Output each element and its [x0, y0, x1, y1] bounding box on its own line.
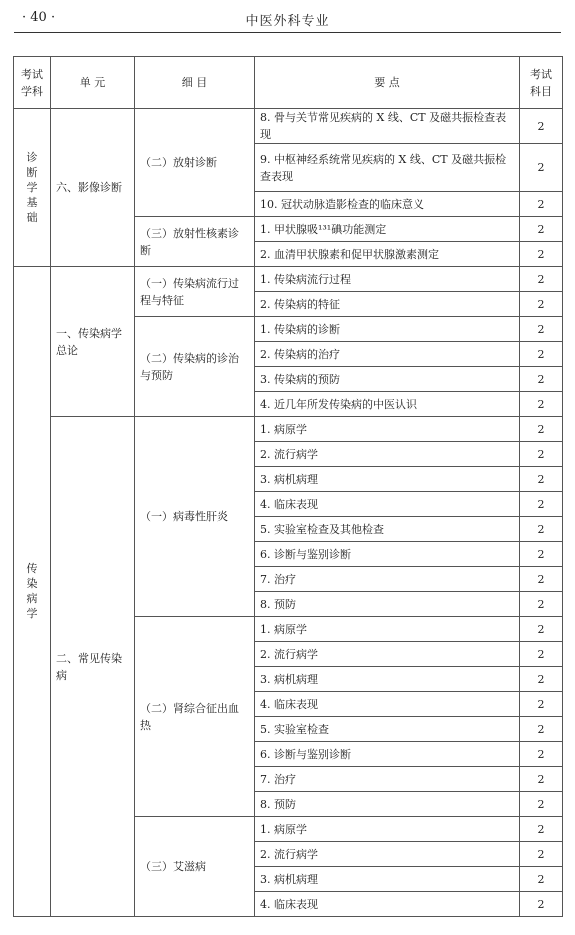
syllabus-table — [13, 56, 563, 917]
level-cell: 2 — [520, 342, 563, 367]
level-cell: 2 — [520, 667, 563, 692]
table-header-row — [14, 57, 563, 109]
level-cell: 2 — [520, 867, 563, 892]
point-cell: 9. 中枢神经系统常见疾病的 X 线、CT 及磁共振检查表现 — [255, 144, 520, 192]
point-cell: 7. 治疗 — [255, 767, 520, 792]
level-cell: 2 — [520, 217, 563, 242]
point-cell: 1. 传染病的诊断 — [255, 317, 520, 342]
level-cell: 2 — [520, 317, 563, 342]
detail-cell: （三）放射性核素诊断 — [135, 217, 255, 267]
unit-cell: 一、传染病学总论 — [51, 267, 135, 417]
table-row — [14, 417, 563, 442]
detail-cell: （二）肾综合征出血热 — [135, 617, 255, 817]
detail-cell: （一）传染病流行过程与特征 — [135, 267, 255, 317]
point-cell: 2. 传染病的治疗 — [255, 342, 520, 367]
point-cell: 10. 冠状动脉造影检查的临床意义 — [255, 192, 520, 217]
point-cell: 8. 骨与关节常见疾病的 X 线、CT 及磁共振检查表现 — [255, 109, 520, 144]
level-cell: 2 — [520, 792, 563, 817]
level-cell: 2 — [520, 717, 563, 742]
point-cell: 5. 实验室检查及其他检查 — [255, 517, 520, 542]
level-cell: 2 — [520, 592, 563, 617]
level-cell: 2 — [520, 892, 563, 917]
table-row — [14, 109, 563, 144]
point-cell: 8. 预防 — [255, 592, 520, 617]
level-cell: 2 — [520, 642, 563, 667]
point-cell: 2. 血清甲状腺素和促甲状腺激素测定 — [255, 242, 520, 267]
level-cell: 2 — [520, 442, 563, 467]
column-header-point: 要 点 — [255, 57, 520, 109]
level-cell: 2 — [520, 617, 563, 642]
point-cell: 4. 近几年所发传染病的中医认识 — [255, 392, 520, 417]
point-cell: 1. 病原学 — [255, 817, 520, 842]
column-header-unit: 单 元 — [51, 57, 135, 109]
point-cell: 7. 治疗 — [255, 567, 520, 592]
point-cell: 4. 临床表现 — [255, 692, 520, 717]
subject-cell: 传染病学 — [14, 267, 51, 917]
level-cell: 2 — [520, 267, 563, 292]
level-cell: 2 — [520, 742, 563, 767]
column-header-subject: 考试学科 — [14, 57, 51, 109]
level-cell: 2 — [520, 842, 563, 867]
point-cell: 2. 流行病学 — [255, 442, 520, 467]
level-cell: 2 — [520, 109, 563, 144]
point-cell: 6. 诊断与鉴别诊断 — [255, 542, 520, 567]
point-cell: 4. 临床表现 — [255, 892, 520, 917]
detail-cell: （一）病毒性肝炎 — [135, 417, 255, 617]
detail-cell: （三）艾滋病 — [135, 817, 255, 917]
column-header-level: 考试科目 — [520, 57, 563, 109]
level-cell: 2 — [520, 567, 563, 592]
point-cell: 3. 病机病理 — [255, 867, 520, 892]
level-cell: 2 — [520, 467, 563, 492]
table-row — [14, 267, 563, 292]
point-cell: 1. 甲状腺吸¹³¹碘功能测定 — [255, 217, 520, 242]
point-cell: 6. 诊断与鉴别诊断 — [255, 742, 520, 767]
unit-cell: 六、影像诊断 — [51, 109, 135, 267]
level-cell: 2 — [520, 692, 563, 717]
level-cell: 2 — [520, 144, 563, 192]
level-cell: 2 — [520, 767, 563, 792]
point-cell: 3. 病机病理 — [255, 667, 520, 692]
level-cell: 2 — [520, 817, 563, 842]
level-cell: 2 — [520, 492, 563, 517]
detail-cell: （二）放射诊断 — [135, 109, 255, 217]
point-cell: 3. 传染病的预防 — [255, 367, 520, 392]
point-cell: 1. 病原学 — [255, 617, 520, 642]
level-cell: 2 — [520, 417, 563, 442]
unit-cell: 二、常见传染病 — [51, 417, 135, 917]
level-cell: 2 — [520, 242, 563, 267]
detail-cell: （二）传染病的诊治与预防 — [135, 317, 255, 417]
point-cell: 2. 流行病学 — [255, 842, 520, 867]
point-cell: 2. 流行病学 — [255, 642, 520, 667]
point-cell: 2. 传染病的特征 — [255, 292, 520, 317]
level-cell: 2 — [520, 292, 563, 317]
point-cell: 1. 病原学 — [255, 417, 520, 442]
point-cell: 5. 实验室检查 — [255, 717, 520, 742]
point-cell: 8. 预防 — [255, 792, 520, 817]
level-cell: 2 — [520, 367, 563, 392]
point-cell: 4. 临床表现 — [255, 492, 520, 517]
page-title: 中医外科专业 — [245, 14, 330, 29]
point-cell: 1. 传染病流行过程 — [255, 267, 520, 292]
level-cell: 2 — [520, 517, 563, 542]
level-cell: 2 — [520, 392, 563, 417]
subject-cell: 诊断学基础 — [14, 109, 51, 267]
level-cell: 2 — [520, 192, 563, 217]
page-number: · 40 · — [22, 10, 56, 25]
column-header-detail: 细 目 — [135, 57, 255, 109]
level-cell: 2 — [520, 542, 563, 567]
page-header — [14, 0, 561, 33]
point-cell: 3. 病机病理 — [255, 467, 520, 492]
